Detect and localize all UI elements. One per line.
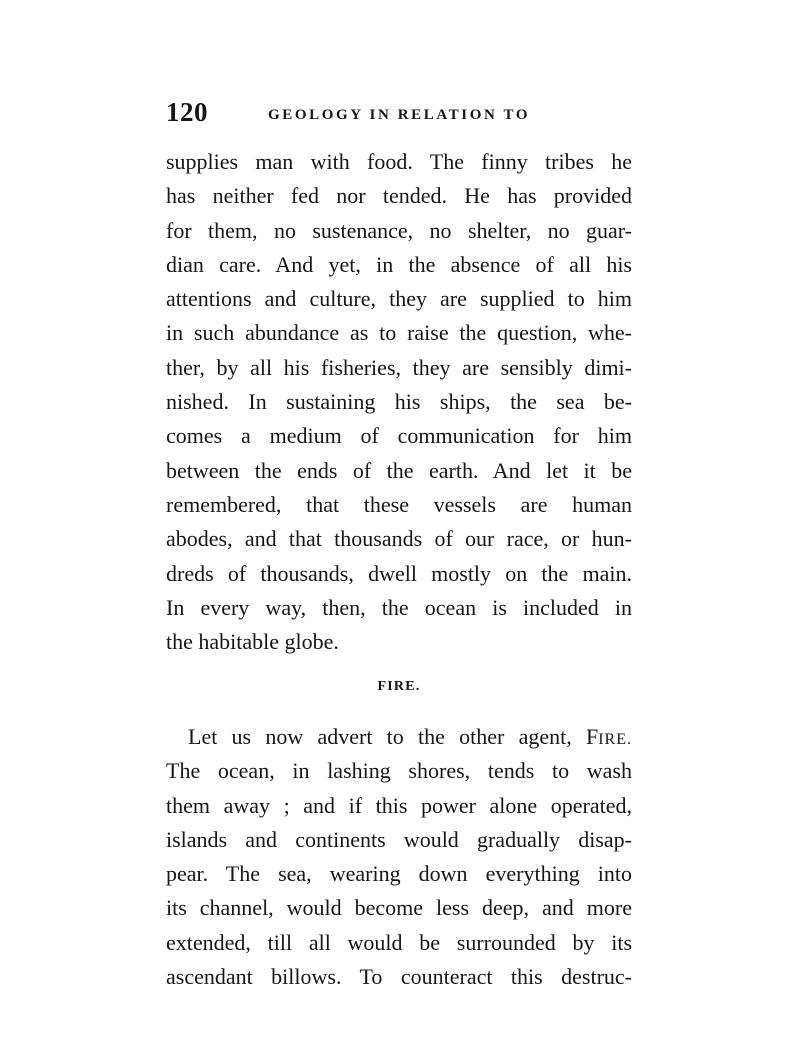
- text-line: the habitable globe.: [166, 629, 339, 655]
- text-line: them away ; and if this power alone operated,: [166, 792, 632, 818]
- text-line: comes a medium of communication for him: [166, 423, 632, 449]
- text-line: has neither fed nor tended. He has provided: [166, 183, 632, 209]
- text-line: for them, no sustenance, no shelter, no guar-: [166, 217, 632, 243]
- text-line-first: [166, 720, 632, 754]
- running-head: [166, 97, 636, 137]
- text-line: nished. In sustaining his ships, the sea be-: [166, 389, 632, 415]
- text-line: extended, till all would be surrounded by its: [166, 929, 632, 955]
- text-line: abodes, and that thousands of our race, or hun-: [166, 526, 632, 552]
- text-line: dian care. And yet, in the absence of all his: [166, 251, 632, 277]
- text-line: supplies man with food. The finny tribes he: [166, 149, 632, 174]
- text-line: In every way, then, the ocean is included in: [166, 594, 632, 620]
- running-title: GEOLOGY IN RELATION TO: [268, 107, 531, 123]
- paragraph-fire: [166, 720, 632, 994]
- text-line: between the ends of the earth. And let it be: [166, 457, 632, 483]
- first-line-smallcaps: IRE.: [598, 731, 632, 748]
- text-line: its channel, would become less deep, and more: [166, 895, 632, 921]
- text-line: The ocean, in lashing shores, tends to wash: [166, 758, 632, 784]
- text-line: attentions and culture, they are supplied to him: [166, 286, 632, 312]
- text-line: dreds of thousands, dwell mostly on the main.: [166, 560, 632, 586]
- text-line: ascendant billows. To counteract this destruc-: [166, 964, 632, 990]
- text-line: remembered, that these vessels are human: [166, 491, 632, 517]
- text-line: pear. The sea, wearing down everything into: [166, 861, 632, 887]
- text-line: islands and continents would gradually disap-: [166, 826, 632, 852]
- text-line: in such abundance as to raise the question, whe-: [166, 320, 632, 346]
- paragraph-ocean: [166, 145, 632, 659]
- section-heading-fire: FIRE.: [377, 679, 421, 694]
- first-line-text: Let us now advert to the other agent, F: [188, 724, 599, 749]
- text-line: ther, by all his fisheries, they are sensibly dimi-: [166, 354, 632, 380]
- page-number: 120: [166, 97, 208, 127]
